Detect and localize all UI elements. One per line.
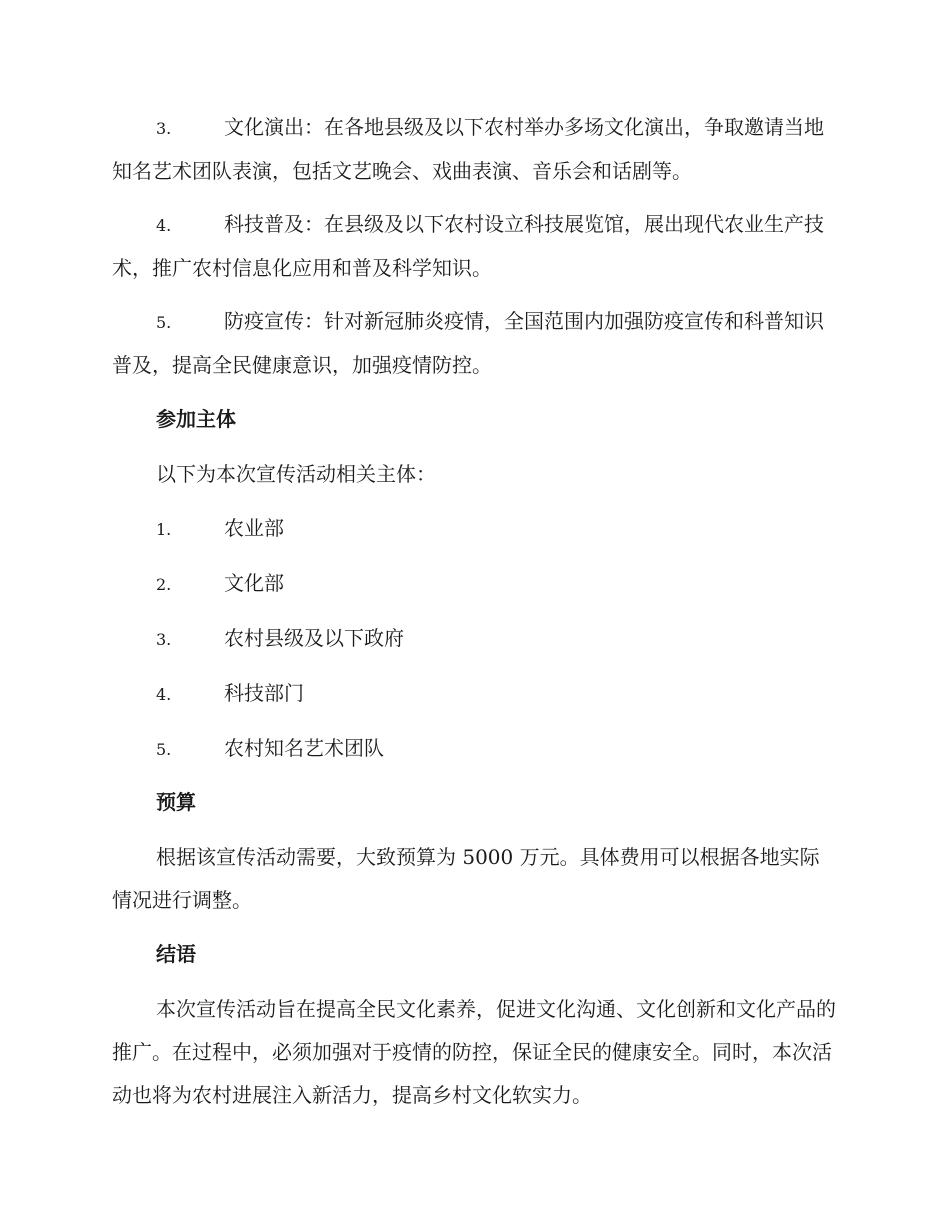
section-heading-budget: 预算 <box>156 790 196 814</box>
list-item <box>112 562 836 606</box>
list-item <box>112 727 836 771</box>
list-number: 5. <box>156 740 172 759</box>
list-text: 防疫宣传：针对新冠肺炎疫情，全国范围内加强防疫宣传和科普知识普及，提高全民健康意识，加强疫情防控。 <box>112 309 824 377</box>
list-number: 4. <box>156 685 172 704</box>
list-number: 5. <box>156 313 172 332</box>
list-item <box>112 300 836 387</box>
list-item <box>112 106 836 193</box>
list-number: 4. <box>156 216 172 235</box>
participants-intro: 以下为本次宣传活动相关主体： <box>156 462 436 486</box>
list-number: 1. <box>156 520 172 539</box>
list-number: 2. <box>156 575 172 594</box>
list-number: 3. <box>156 119 172 138</box>
list-item <box>112 672 836 716</box>
list-item <box>112 203 836 290</box>
list-item <box>112 507 836 551</box>
budget-text: 根据该宣传活动需要，大致预算为 5000 万元。具体费用可以根据各地实际情况进行调整。 <box>112 845 820 912</box>
list-text: 文化部 <box>224 571 284 595</box>
list-number: 3. <box>156 630 172 649</box>
list-text: 科技部门 <box>224 681 304 705</box>
conclusion-text: 本次宣传活动旨在提高全民文化素养，促进文化沟通、文化创新和文化产品的推广。在过程中，必须加强对于疫情的防控，保证全民的健康安全。同时，本次活动也将为农村进展注入新活力，提高乡村文化软实力。 <box>112 997 836 1107</box>
section-heading-conclusion: 结语 <box>156 942 196 966</box>
list-text: 科技普及：在县级及以下农村设立科技展览馆，展出现代农业生产技术，推广农村信息化应用和普及科学知识。 <box>112 212 824 280</box>
list-text: 农业部 <box>224 516 284 540</box>
list-text: 农村县级及以下政府 <box>224 626 404 650</box>
section-heading-participants: 参加主体 <box>156 407 236 431</box>
list-item <box>112 617 836 661</box>
list-text: 农村知名艺术团队 <box>224 736 384 760</box>
list-text: 文化演出：在各地县级及以下农村举办多场文化演出，争取邀请当地知名艺术团队表演，包括文艺晚会、戏曲表演、音乐会和话剧等。 <box>112 115 824 183</box>
